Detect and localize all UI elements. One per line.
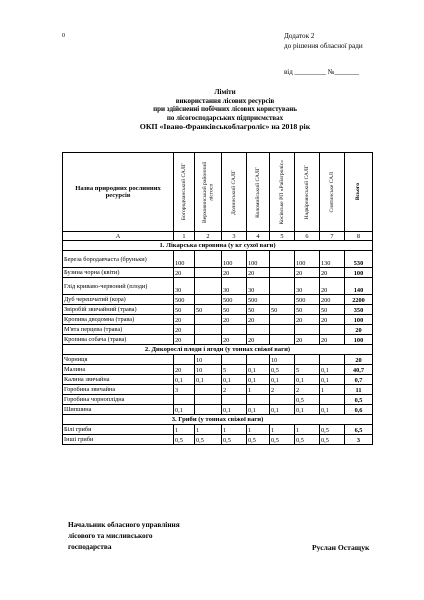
limit-value	[247, 325, 270, 335]
limit-value: 1	[295, 425, 320, 435]
limit-value: 0,1	[295, 405, 320, 415]
limit-value: 0,1	[195, 375, 222, 385]
limit-value: 0,1	[320, 365, 345, 375]
limit-value: 0,5	[247, 435, 270, 445]
limit-value: 20	[174, 325, 195, 335]
limit-value: 10	[195, 365, 222, 375]
column-index-row	[63, 232, 373, 241]
resource-name: Глід криваво-червоний (плоди)	[63, 278, 174, 295]
limit-total: 100	[345, 268, 373, 278]
limit-value: 2	[295, 385, 320, 395]
limit-total: 6,5	[345, 425, 373, 435]
limit-value	[270, 335, 295, 345]
table-row	[63, 365, 373, 375]
limit-total: 3	[345, 435, 373, 445]
table-row	[63, 315, 373, 325]
resource-name: Горобина звичайна	[63, 385, 174, 395]
table-row	[63, 335, 373, 345]
column-index: 5	[270, 232, 295, 241]
limit-value: 0,1	[270, 375, 295, 385]
limit-value: 30	[247, 278, 270, 295]
appendix-header	[284, 31, 363, 51]
column-index: 7	[320, 232, 345, 241]
limit-value	[247, 395, 270, 405]
limit-value	[295, 325, 320, 335]
resource-name: Малина	[63, 365, 174, 375]
resource-name: Кропива собача (трава)	[63, 335, 174, 345]
limit-value	[270, 251, 295, 268]
limit-value	[320, 325, 345, 335]
column-header-kolomyia: Коломийський САЛГ	[247, 153, 270, 232]
resource-name: Чорниця	[63, 355, 174, 365]
limit-value	[270, 295, 295, 305]
limit-value	[195, 251, 222, 268]
section-title: 3. Гриби (у тоннах свіжої ваги)	[63, 415, 373, 425]
limit-value: 100	[174, 251, 195, 268]
table-row	[63, 355, 373, 365]
section-title: 2. Дикорослі плоди і ягоди (у тоннах свіжої ваги)	[63, 345, 373, 355]
table-row	[63, 325, 373, 335]
limit-value	[195, 335, 222, 345]
document-title	[60, 88, 390, 132]
limit-value: 20	[295, 315, 320, 325]
limit-value: 30	[174, 278, 195, 295]
limit-value	[270, 315, 295, 325]
resource-name: Калина звичайна	[63, 375, 174, 385]
limit-value: 20	[174, 365, 195, 375]
limit-value: 0,1	[174, 405, 195, 415]
signature-title-line-2: лісового та мисливського	[68, 531, 153, 540]
limit-value: 20	[174, 315, 195, 325]
column-header-total: Всього	[345, 153, 373, 232]
limit-value	[270, 278, 295, 295]
limit-value: 0,1	[247, 365, 270, 375]
limit-value: 100	[222, 251, 247, 268]
resource-name: Звіробій звичайний (трава)	[63, 305, 174, 315]
limit-value: 20	[320, 278, 345, 295]
column-index: 8	[345, 232, 373, 241]
resource-name: Інші гриби	[63, 435, 174, 445]
limit-value: 5	[295, 365, 320, 375]
resource-name: Шипшина	[63, 405, 174, 415]
limit-total: 2200	[345, 295, 373, 305]
limit-total: 0,7	[345, 375, 373, 385]
limit-total: 0,6	[345, 405, 373, 415]
limit-total: 100	[345, 335, 373, 345]
limit-value	[195, 395, 222, 405]
limit-value	[222, 355, 247, 365]
limit-value: 1	[320, 385, 345, 395]
table-row	[63, 305, 373, 315]
limit-value: 50	[270, 305, 295, 315]
limit-value: 10	[195, 355, 222, 365]
limit-total: 140	[345, 278, 373, 295]
limit-value: 0,5	[295, 435, 320, 445]
title-line-2: використання лісових ресурсів	[175, 96, 275, 105]
limit-value	[270, 395, 295, 405]
limit-value: 20	[320, 315, 345, 325]
limit-value: 0,1	[270, 405, 295, 415]
limit-value: 20	[295, 268, 320, 278]
table-header-row	[63, 153, 373, 232]
resource-name: Береза бородавчаста (бруньки)	[63, 251, 174, 268]
signature-block	[68, 519, 180, 552]
limit-value: 200	[320, 295, 345, 305]
resource-name: Горобина чорноплідна	[63, 395, 174, 405]
title-line-1: Ліміти	[214, 88, 236, 96]
limit-value	[195, 268, 222, 278]
limit-value: 0,5	[222, 435, 247, 445]
section-row	[63, 241, 373, 251]
registration-line: від _________ №_______	[284, 68, 359, 76]
page-mark: 0	[62, 33, 65, 39]
limit-value: 500	[247, 295, 270, 305]
limit-value: 0,1	[247, 375, 270, 385]
limit-value	[195, 405, 222, 415]
limit-value: 50	[222, 305, 247, 315]
limit-total: 11	[345, 385, 373, 395]
limit-value: 50	[295, 305, 320, 315]
column-index: 6	[295, 232, 320, 241]
table-row	[63, 435, 373, 445]
table-row	[63, 405, 373, 415]
limit-value: 20	[320, 268, 345, 278]
limit-value: 0,5	[295, 395, 320, 405]
appendix-number: Додаток 2	[284, 32, 315, 40]
signature-title-line-3: господарства	[68, 542, 112, 551]
limit-value: 20	[174, 268, 195, 278]
limit-value: 50	[247, 305, 270, 315]
table-row	[63, 395, 373, 405]
limit-value: 20	[247, 315, 270, 325]
limit-value: 20	[222, 315, 247, 325]
limit-value	[320, 395, 345, 405]
limit-value: 20	[247, 268, 270, 278]
resource-name: Кропива дводомна (трава)	[63, 315, 174, 325]
limit-value	[195, 295, 222, 305]
limit-value: 20	[174, 335, 195, 345]
column-header-kosiv: Косівське РП «Райагроліс»	[270, 153, 295, 232]
column-index: 1	[174, 232, 195, 241]
column-header-bohorodchany: Богородчанський САЛГ	[174, 153, 195, 232]
limit-value: 0,5	[174, 435, 195, 445]
limit-value: 20	[320, 335, 345, 345]
limit-value	[270, 325, 295, 335]
limit-value: 0,1	[174, 375, 195, 385]
section-row	[63, 415, 373, 425]
limits-table-body	[63, 241, 373, 445]
resource-name: Бузина чорна (квіти)	[63, 268, 174, 278]
limit-value	[195, 325, 222, 335]
limit-value: 30	[295, 278, 320, 295]
column-header-dolyna: Долинський САЛГ	[222, 153, 247, 232]
limit-value: 10	[270, 355, 295, 365]
limit-value: 50	[320, 305, 345, 315]
limits-table	[62, 152, 373, 445]
limit-value: 100	[295, 251, 320, 268]
column-header-nadvirna: Надвірнянський САЛГ	[295, 153, 320, 232]
limit-value: 50	[174, 305, 195, 315]
limit-total: 20	[345, 355, 373, 365]
limit-value: 20	[222, 268, 247, 278]
limit-value: 0,1	[222, 405, 247, 415]
limit-total: 20	[345, 325, 373, 335]
column-index: 3	[222, 232, 247, 241]
limit-value	[195, 315, 222, 325]
limit-value: 500	[295, 295, 320, 305]
limit-value: 0,1	[320, 405, 345, 415]
limit-value: 1	[222, 425, 247, 435]
limit-value: 0,1	[295, 375, 320, 385]
limit-value	[222, 395, 247, 405]
limit-value: 100	[247, 251, 270, 268]
appendix-decision: до рішення обласної ради	[284, 42, 363, 50]
limit-value: 1	[270, 425, 295, 435]
limit-value: 130	[320, 251, 345, 268]
column-index: А	[63, 232, 174, 241]
limit-value	[174, 355, 195, 365]
limit-value	[270, 268, 295, 278]
limit-value: 0,5	[320, 425, 345, 435]
limit-value: 500	[222, 295, 247, 305]
table-row	[63, 268, 373, 278]
resource-name: Білі гриби	[63, 425, 174, 435]
limit-value: 30	[222, 278, 247, 295]
limit-value: 20	[247, 335, 270, 345]
limit-value	[195, 278, 222, 295]
title-line-4: по лісогосподарських підприємствах	[166, 114, 284, 123]
table-row	[63, 295, 373, 305]
limit-value: 500	[174, 295, 195, 305]
limit-value	[195, 385, 222, 395]
limit-value: 1	[247, 385, 270, 395]
limit-value: 50	[195, 305, 222, 315]
signature-title-line-1: Начальник обласного управління	[68, 520, 180, 529]
section-row	[63, 345, 373, 355]
limit-value	[222, 325, 247, 335]
column-header-sniatyn: Снятинське САЛ	[320, 153, 345, 232]
limit-total: 0,5	[345, 395, 373, 405]
title-line-3: при здійсненні побічних лісових користувань	[153, 105, 297, 114]
signer-name: Руслан Остащук	[312, 543, 370, 552]
table-row	[63, 278, 373, 295]
limit-value	[295, 355, 320, 365]
resource-name: М'ята перцева (трава)	[63, 325, 174, 335]
limit-value	[247, 355, 270, 365]
limit-value: 1	[247, 425, 270, 435]
limit-total: 100	[345, 315, 373, 325]
limit-value: 0,5	[195, 435, 222, 445]
limit-value: 0,5	[320, 435, 345, 445]
limit-value: 1	[195, 425, 222, 435]
resource-name: Дуб черешчатий (кора)	[63, 295, 174, 305]
limit-value	[320, 355, 345, 365]
column-index: 4	[247, 232, 270, 241]
section-title: 1. Лікарська сировина (у кг сухої ваги)	[63, 241, 373, 251]
limit-total: 40,7	[345, 365, 373, 375]
table-row	[63, 425, 373, 435]
column-index: 2	[195, 232, 222, 241]
title-line-5: ОКП «Івано-Франківськоблагроліс» на 2018 рік	[139, 121, 311, 131]
limit-value: 3	[174, 385, 195, 395]
column-header-verkhovyna: Верховинський районний лісгосп	[195, 153, 222, 232]
limit-value: 5	[222, 365, 247, 375]
limit-value: 20	[222, 335, 247, 345]
limit-value: 0,1	[222, 375, 247, 385]
limit-value: 0,5	[270, 435, 295, 445]
limit-value: 20	[295, 335, 320, 345]
limit-total: 530	[345, 251, 373, 268]
limit-value: 2	[270, 385, 295, 395]
limit-total: 350	[345, 305, 373, 315]
column-header-name: Назва природних рослинних ресурсів	[63, 153, 174, 232]
table-row	[63, 251, 373, 268]
limit-value: 0,5	[270, 365, 295, 375]
limit-value: 1	[174, 425, 195, 435]
limit-value: 0,1	[320, 375, 345, 385]
limit-value: 0,1	[247, 405, 270, 415]
table-row	[63, 385, 373, 395]
table-row	[63, 375, 373, 385]
limit-value: 2	[222, 385, 247, 395]
limit-value	[174, 395, 195, 405]
